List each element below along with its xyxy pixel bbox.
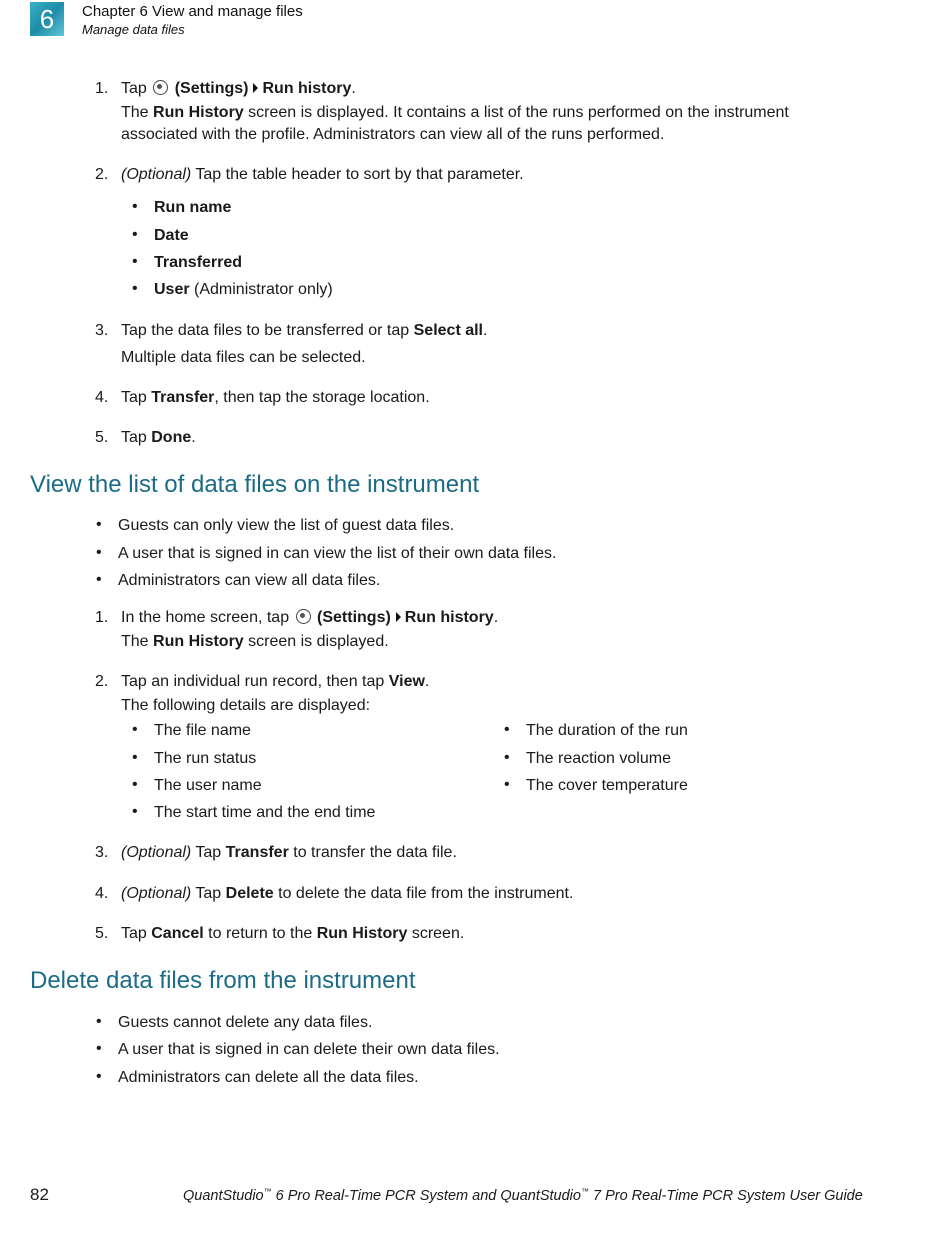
transfer-step-5	[95, 427, 855, 449]
title-part: QuantStudio	[183, 1187, 264, 1204]
step-number: 3.	[95, 322, 109, 339]
transfer-step-2	[95, 164, 855, 186]
step-text: , then tap the storage location.	[214, 389, 430, 406]
optional-label: (Optional)	[121, 844, 192, 861]
list-item: • The duration of the run	[526, 720, 688, 742]
list-item: • Guests cannot delete any data files.	[118, 1012, 372, 1034]
step-number: 1.	[95, 80, 109, 97]
page-number: 82	[30, 1185, 49, 1204]
step-text: In the home screen, tap	[121, 609, 290, 626]
settings-label: (Settings)	[317, 609, 391, 626]
optional-label: (Optional)	[121, 166, 192, 183]
select-all-label: Select all	[413, 322, 483, 339]
view-step-5	[95, 923, 855, 945]
step-text: Tap	[195, 885, 222, 902]
list-item	[154, 252, 242, 274]
list-item: • Guests can only view the list of guest data files.	[118, 515, 454, 537]
punctuation: .	[493, 609, 499, 626]
document-title	[183, 1187, 863, 1204]
step-text: The following details are displayed:	[121, 697, 371, 714]
step-text: Tap the data files to be transferred or tap	[121, 322, 410, 339]
option-label: Date	[154, 227, 189, 244]
transfer-step-4	[95, 387, 855, 409]
list-item	[154, 197, 231, 219]
arrow-right-icon	[396, 612, 401, 622]
list-item: • Administrators can view all data files.	[118, 570, 380, 592]
view-step-2	[95, 671, 855, 717]
chapter-label: Chapter 6	[82, 3, 148, 20]
punctuation: .	[191, 429, 196, 446]
step-number: 3.	[95, 844, 109, 861]
step-text: Tap	[195, 844, 222, 861]
punctuation: .	[424, 673, 430, 690]
step-number: 4.	[95, 885, 109, 902]
view-label: View	[388, 673, 425, 690]
view-step-1	[95, 607, 855, 653]
chapter-title: View and manage files	[152, 3, 303, 20]
chapter-heading	[82, 2, 303, 38]
settings-label: (Settings)	[174, 80, 249, 97]
step-text: to delete the data file from the instrument.	[278, 885, 574, 902]
run-history-label: Run history	[262, 80, 352, 97]
step-text: to return to the	[208, 925, 313, 942]
trademark-mark: ™	[580, 1187, 589, 1196]
transfer-label: Transfer	[225, 844, 289, 861]
list-item: • Administrators can delete all the data files.	[118, 1067, 419, 1089]
step-text: The	[121, 633, 149, 650]
step-text: Tap	[121, 429, 147, 446]
delete-label: Delete	[225, 885, 274, 902]
settings-gear-icon	[296, 609, 311, 624]
transfer-step-3	[95, 320, 855, 369]
transfer-step-1	[95, 78, 855, 146]
run-history-label: Run history	[404, 609, 494, 626]
step-number: 4.	[95, 389, 109, 406]
list-item	[154, 225, 189, 247]
option-label: Transferred	[154, 254, 243, 271]
list-item: • The start time and the end time	[154, 802, 375, 824]
step-text: screen.	[411, 925, 465, 942]
option-label: Run name	[154, 199, 232, 216]
optional-label: (Optional)	[121, 885, 192, 902]
cancel-label: Cancel	[151, 925, 204, 942]
list-item: • A user that is signed in can delete their own data files.	[118, 1039, 500, 1061]
run-history-label: Run History	[316, 925, 408, 942]
settings-gear-icon	[153, 80, 168, 95]
step-number: 5.	[95, 429, 109, 446]
list-item: • The user name	[154, 775, 262, 797]
option-note: (Administrator only)	[189, 281, 333, 298]
list-item: • The file name	[154, 720, 251, 742]
option-label: User	[154, 281, 190, 298]
delete-section-heading: Delete data files from the instrument	[30, 967, 416, 994]
run-history-label: Run History	[153, 633, 244, 650]
punctuation: .	[483, 322, 488, 339]
view-section-heading: View the list of data files on the instrument	[30, 471, 480, 498]
step-text: Tap	[121, 80, 147, 97]
title-part: 6 Pro Real-Time PCR System and QuantStudio	[271, 1187, 581, 1204]
done-label: Done	[151, 429, 192, 446]
step-text: The	[121, 104, 149, 121]
punctuation: .	[351, 80, 356, 97]
title-part: 7 Pro Real-Time PCR System User Guide	[588, 1187, 863, 1204]
step-text: to transfer the data file.	[293, 844, 457, 861]
step-number: 2.	[95, 166, 109, 183]
step-text: screen is displayed. It contains a list of the runs performed on the instrument associated with the profile. Administrators can view all of the runs performed.	[121, 104, 789, 143]
step-text: screen is displayed.	[248, 633, 389, 650]
chapter-number-badge: 6	[30, 2, 64, 36]
section-title: Manage data files	[82, 22, 185, 37]
step-number: 5.	[95, 925, 109, 942]
step-number: 2.	[95, 673, 109, 690]
trademark-mark: ™	[263, 1187, 272, 1196]
transfer-label: Transfer	[151, 389, 215, 406]
view-step-4	[95, 883, 855, 905]
list-item: • The reaction volume	[526, 748, 671, 770]
step-text: Multiple data files can be selected.	[121, 349, 366, 366]
list-item: • A user that is signed in can view the list of their own data files.	[118, 543, 556, 565]
arrow-right-icon	[253, 83, 258, 93]
step-text: Tap	[121, 389, 147, 406]
view-step-3	[95, 842, 855, 864]
step-text: Tap	[121, 925, 147, 942]
run-history-label: Run History	[153, 104, 244, 121]
step-text: Tap the table header to sort by that parameter.	[195, 166, 524, 183]
list-item: • The cover temperature	[526, 775, 688, 797]
list-item: • The run status	[154, 748, 256, 770]
step-number: 1.	[95, 609, 109, 626]
list-item	[154, 279, 333, 301]
step-text: Tap an individual run record, then tap	[121, 673, 385, 690]
